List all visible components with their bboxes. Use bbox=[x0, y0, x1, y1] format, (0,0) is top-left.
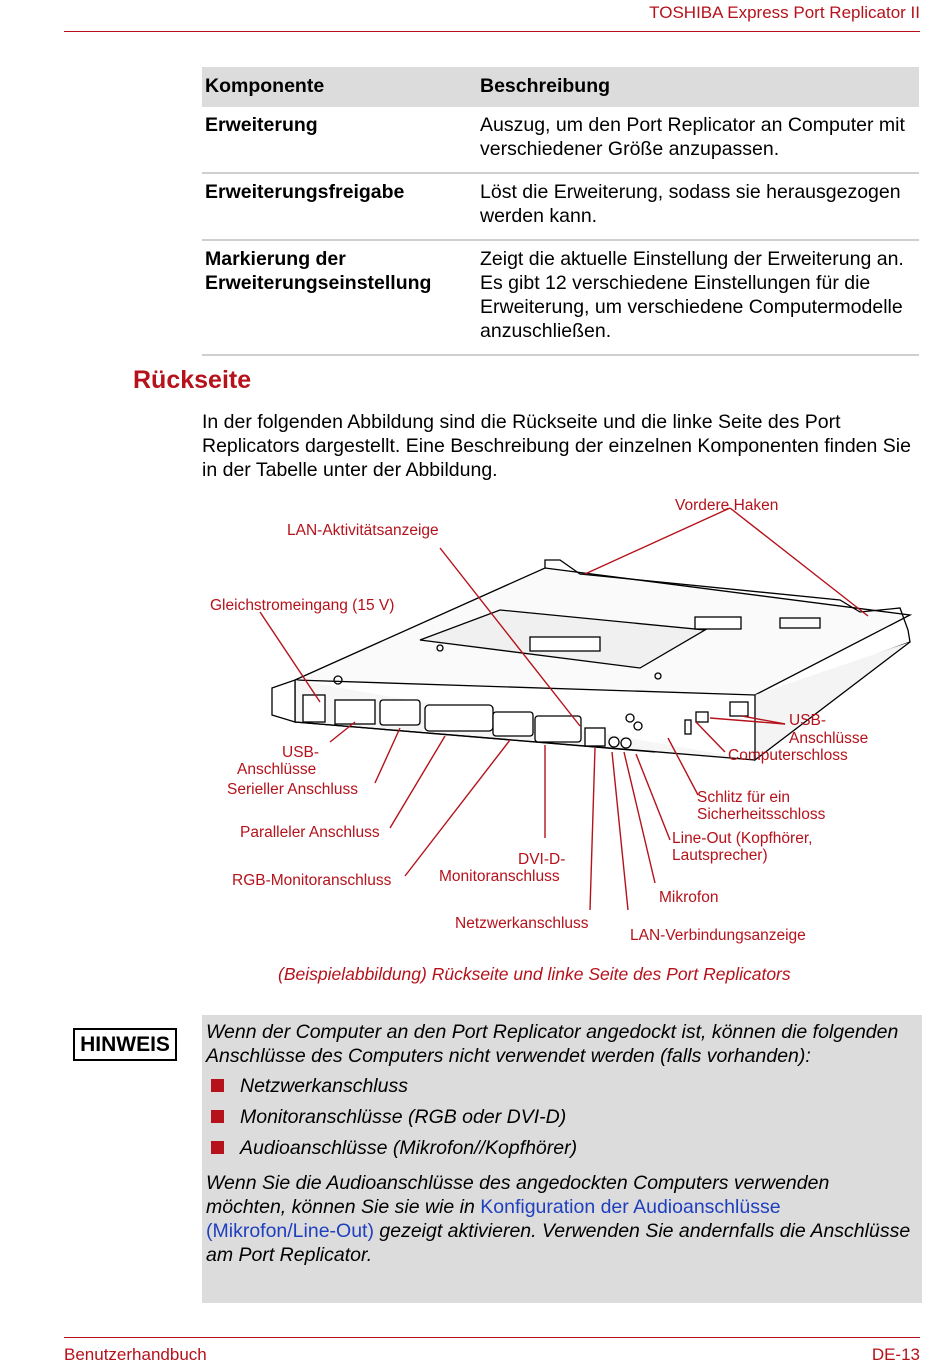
note-box bbox=[202, 1015, 922, 1303]
table-cell-component: Markierung der Erweiterungseinstellung bbox=[202, 240, 477, 355]
label-lan-aktivitaet: LAN-Aktivitätsanzeige bbox=[287, 522, 439, 539]
header-title: TOSHIBA Express Port Replicator II bbox=[649, 3, 920, 22]
label-dvi-2: Monitoranschluss bbox=[439, 868, 560, 885]
label-usb-right-1: USB- bbox=[789, 712, 827, 729]
bullet-icon bbox=[211, 1141, 224, 1154]
label-usb-left-2: Anschlüsse bbox=[237, 761, 317, 778]
label-paralleler-anschluss: Paralleler Anschluss bbox=[240, 824, 380, 841]
table-header-row bbox=[202, 67, 919, 107]
note-badge: HINWEIS bbox=[73, 1028, 177, 1061]
bullet-icon bbox=[211, 1110, 224, 1123]
column-header-description: Beschreibung bbox=[477, 67, 919, 107]
note-outro-before: Wenn Sie die Audioanschlüsse des angedockten Computers verwenden möchten, können Sie sie wie in bbox=[206, 1172, 830, 1218]
label-netzwerkanschluss: Netzwerkanschluss bbox=[455, 915, 589, 932]
label-lineout-2: Lautsprecher) bbox=[672, 847, 768, 864]
label-schlitz-2: Sicherheitsschloss bbox=[697, 806, 826, 823]
list-item bbox=[206, 1136, 914, 1167]
label-serieller-anschluss: Serieller Anschluss bbox=[227, 781, 358, 798]
table-cell-description: Zeigt die aktuelle Einstellung der Erweiterung an. Es gibt 12 verschiedene Einstellungen für die Erweiterung, um verschiedene Computermodelle anzuschließen. bbox=[477, 240, 919, 355]
list-item bbox=[206, 1105, 914, 1136]
label-usb-left-1: USB- bbox=[282, 744, 320, 761]
label-dvi-1: DVI-D- bbox=[518, 851, 566, 868]
label-vordere-haken: Vordere Haken bbox=[675, 497, 779, 514]
label-gleichstromeingang: Gleichstromeingang (15 V) bbox=[210, 597, 395, 614]
table-cell-component: Erweiterung bbox=[202, 107, 477, 173]
list-item-text: Audioanschlüsse (Mikrofon//Kopfhörer) bbox=[240, 1137, 578, 1159]
section-title: Rückseite bbox=[133, 366, 252, 394]
audio-config-link[interactable]: Konfiguration der Audioanschlüsse (Mikrofon/Line-Out) bbox=[206, 1196, 781, 1242]
component-table bbox=[202, 67, 919, 356]
note-outro-after: gezeigt aktivieren. Verwenden Sie andernfalls die Anschlüsse am Port Replicator. bbox=[206, 1220, 911, 1266]
port-replicator-figure bbox=[200, 490, 920, 950]
table-cell-description: Auszug, um den Port Replicator an Computer mit verschiedener Größe anzupassen. bbox=[477, 107, 919, 173]
page-number: DE-13 bbox=[871, 1345, 920, 1364]
label-computerschloss: Computerschloss bbox=[728, 747, 848, 764]
page-header bbox=[64, 0, 920, 32]
note-intro: Wenn der Computer an den Port Replicator angedockt ist, können die folgenden Anschlüsse des Computers nicht verwendet werden (falls vorhanden): bbox=[206, 1021, 899, 1067]
table-row bbox=[202, 107, 919, 173]
column-header-component: Komponente bbox=[202, 67, 477, 107]
label-usb-right-2: Anschlüsse bbox=[789, 730, 869, 747]
label-mikrofon: Mikrofon bbox=[659, 889, 719, 906]
note-list bbox=[206, 1074, 914, 1167]
table-row bbox=[202, 173, 919, 240]
bullet-icon bbox=[211, 1079, 224, 1092]
footer-left: Benutzerhandbuch bbox=[64, 1345, 207, 1364]
page-footer bbox=[64, 1337, 920, 1364]
label-lan-verbindung: LAN-Verbindungsanzeige bbox=[630, 927, 806, 944]
label-rgb-monitoranschluss: RGB-Monitoranschluss bbox=[232, 872, 392, 889]
table-row bbox=[202, 240, 919, 355]
label-schlitz-1: Schlitz für ein bbox=[697, 789, 791, 806]
table-cell-component: Erweiterungsfreigabe bbox=[202, 173, 477, 240]
figure-caption: (Beispielabbildung) Rückseite und linke Seite des Port Replicators bbox=[278, 964, 791, 984]
label-lineout-1: Line-Out (Kopfhörer, bbox=[672, 830, 813, 847]
note-outro bbox=[206, 1171, 914, 1267]
list-item-text: Netzwerkanschluss bbox=[240, 1075, 408, 1097]
list-item-text: Monitoranschlüsse (RGB oder DVI-D) bbox=[240, 1106, 567, 1128]
list-item bbox=[206, 1074, 914, 1105]
table-cell-description: Löst die Erweiterung, sodass sie herausgezogen werden kann. bbox=[477, 173, 919, 240]
section-intro: In der folgenden Abbildung sind die Rückseite und die linke Seite des Port Replicators dargestellt. Eine Beschreibung der einzelnen Komponenten finden Sie in der Tabelle unter der Abbildung. bbox=[202, 411, 911, 481]
